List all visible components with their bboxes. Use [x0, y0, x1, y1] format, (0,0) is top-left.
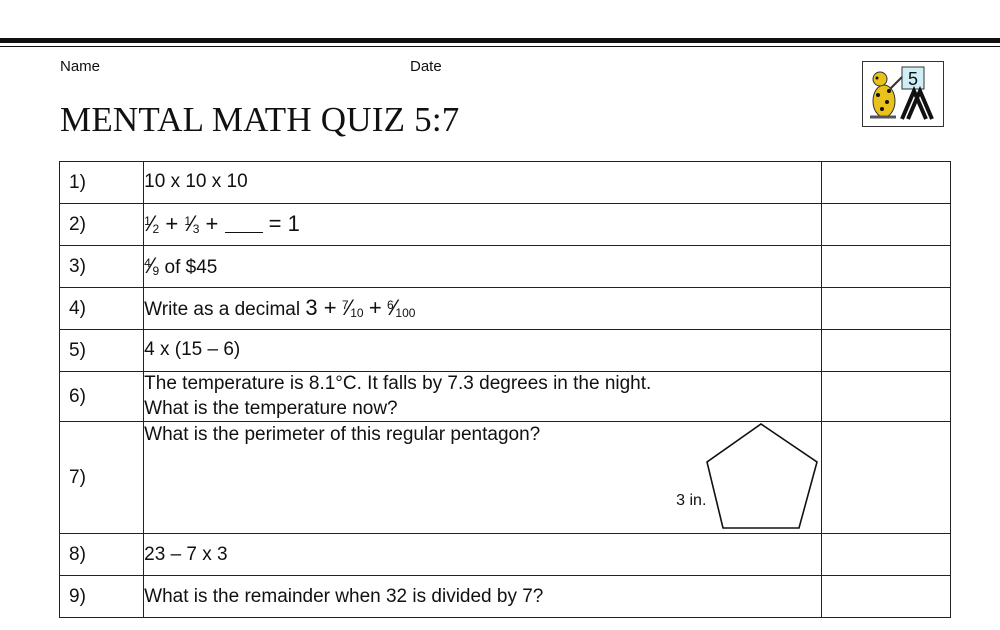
side-length-label: 3 in. — [676, 492, 707, 510]
question-row-1 — [60, 162, 951, 204]
question-number: 9) — [60, 576, 144, 618]
header-rule-thin — [0, 46, 1000, 47]
math-salamander-logo — [862, 61, 944, 127]
question-text: 10 x 10 x 10 — [144, 171, 248, 193]
question-row-5 — [60, 330, 951, 372]
question-row-6 — [60, 372, 951, 422]
answer-box[interactable] — [821, 330, 950, 372]
question-text-line-2: What is the temperature now? — [144, 397, 398, 419]
logo-grade-number: 5 — [907, 69, 919, 89]
question-number: 6) — [60, 372, 144, 422]
question-7-content — [144, 422, 821, 533]
pentagon-figure — [704, 422, 824, 533]
fraction-one-half: $^1⁄_2$ — [144, 211, 160, 237]
question-row-7 — [60, 422, 951, 534]
question-text: $^4⁄_9$ of $45 — [144, 253, 218, 279]
quiz-table — [59, 161, 951, 618]
question-text: $^1⁄_2$ + $^1⁄_3$ + = 1 — [144, 211, 300, 237]
fraction-six-hundredths: $^6⁄_{100}$ — [387, 295, 416, 321]
question-number: 4) — [60, 288, 144, 330]
answer-box[interactable] — [821, 204, 950, 246]
question-number: 2) — [60, 204, 144, 246]
question-number: 1) — [60, 162, 144, 204]
question-row-9 — [60, 576, 951, 618]
answer-box[interactable] — [821, 534, 950, 576]
fraction-four-ninths: $^4⁄_9$ — [144, 253, 160, 279]
question-text: 4 x (15 – 6) — [144, 339, 241, 361]
question-number: 5) — [60, 330, 144, 372]
question-row-8 — [60, 534, 951, 576]
answer-box[interactable] — [821, 162, 950, 204]
question-number: 8) — [60, 534, 144, 576]
answer-box[interactable] — [821, 288, 950, 330]
fraction-seven-tenths: $^7⁄_{10}$ — [341, 295, 364, 321]
question-text-line-1: The temperature is 8.1°C. It falls by 7.3 degrees in the night. — [144, 373, 652, 394]
question-number: 3) — [60, 246, 144, 288]
date-label: Date — [410, 58, 442, 75]
question-number: 7) — [60, 422, 144, 534]
header-rule-thick — [0, 38, 1000, 43]
page-title: MENTAL MATH QUIZ 5:7 — [60, 100, 460, 139]
question-row-3 — [60, 246, 951, 288]
answer-box[interactable] — [821, 246, 950, 288]
answer-box[interactable] — [821, 422, 950, 534]
fill-in-blank — [225, 218, 263, 233]
question-text: What is the remainder when 32 is divided by 7? — [144, 585, 544, 607]
answer-box[interactable] — [821, 576, 950, 618]
question-row-4 — [60, 288, 951, 330]
name-label: Name — [60, 58, 101, 75]
answer-box[interactable] — [821, 372, 950, 422]
question-text: What is the perimeter of this regular pentagon? — [144, 424, 541, 446]
question-text: 23 – 7 x 3 — [144, 543, 228, 565]
fraction-one-third: $^1⁄_3$ — [184, 211, 200, 237]
question-row-2 — [60, 204, 951, 246]
question-text: Write as a decimal $3 + ^7⁄_{10}$ + $^6⁄_{100}$ — [144, 295, 416, 321]
